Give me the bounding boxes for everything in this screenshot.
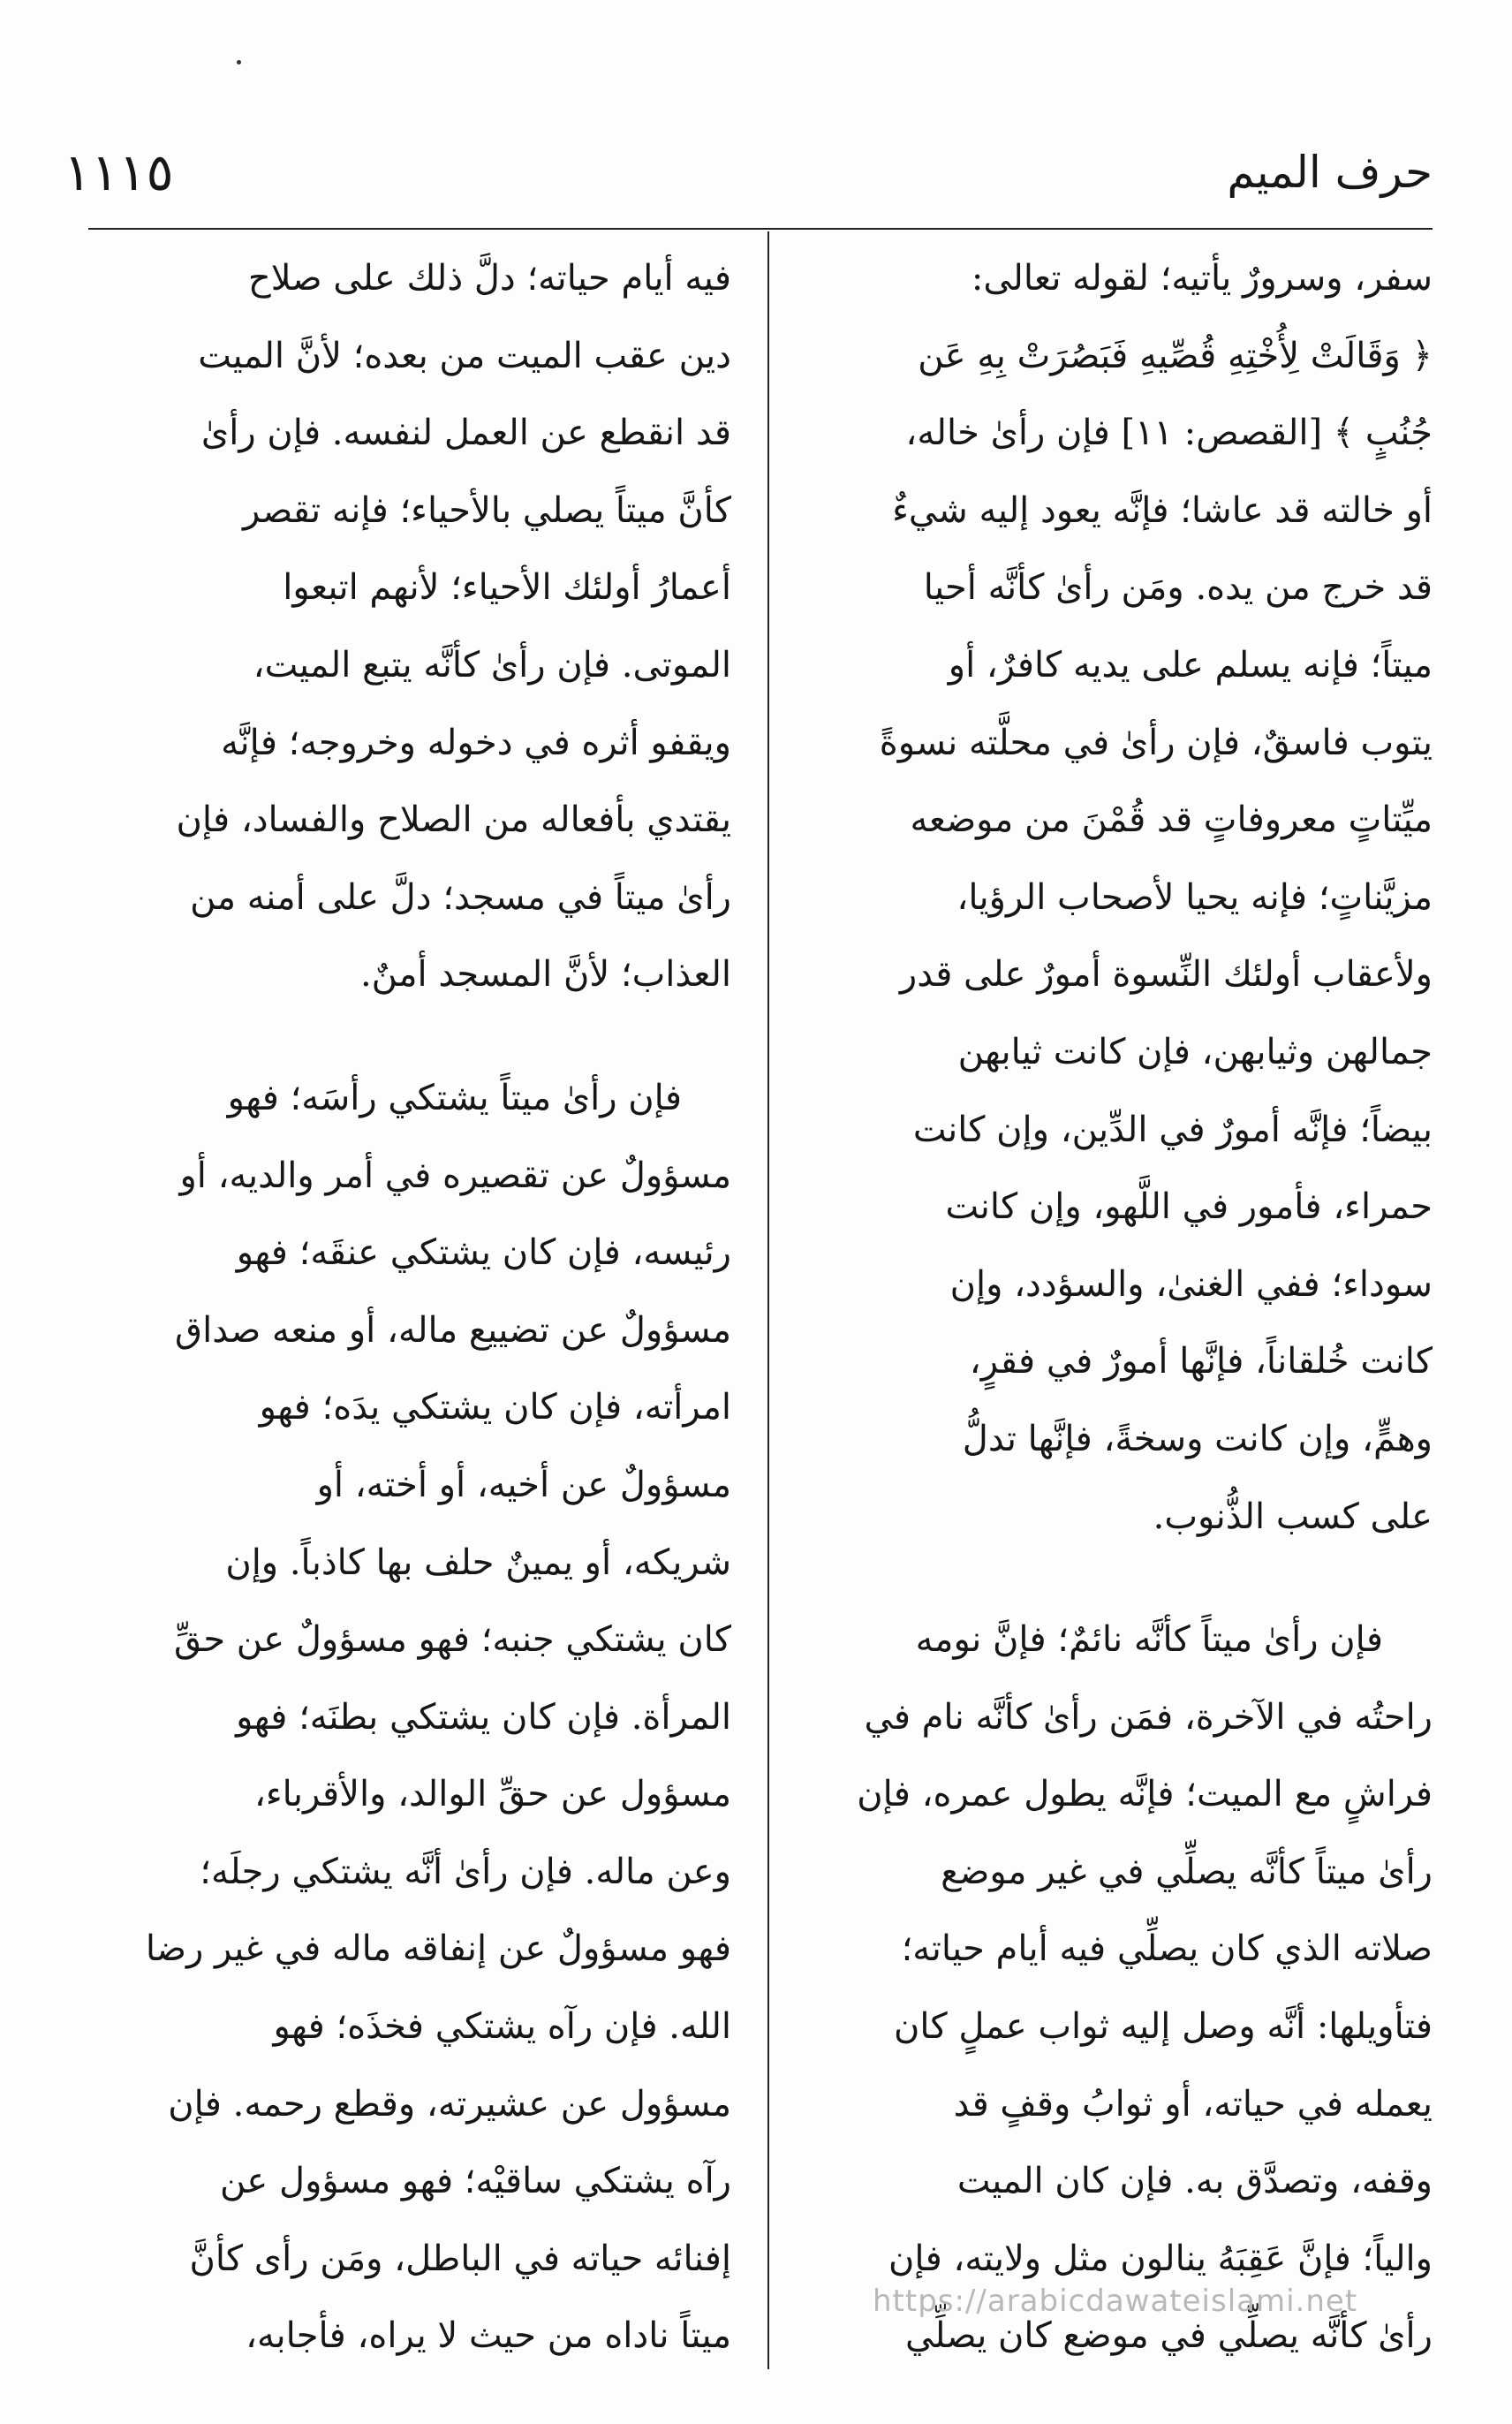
paragraph-gap [88,1014,731,1060]
text-line: يتوب فاسقٌ، فإن رأىٰ في محلَّته نسوةً [879,722,1433,763]
text-line: مسؤولٌ عن أخيه، أو أخته، أو [316,1464,731,1505]
text-line: بيضاً؛ فإنَّه أمورٌ في الدِّين، وإن كانت [912,1109,1433,1150]
text-line: رئيسه، فإن كان يشتكي عنقَه؛ فهو [236,1232,731,1274]
text-line: أعمارُ أولئك الأحياء؛ لأنهم اتبعوا [283,567,731,609]
text-line: على كسب الذُّنوب. [1153,1496,1433,1537]
header-rule [88,228,1433,230]
text-line: ميتاً؛ فإنه يسلم على يديه كافرٌ، أو [948,644,1433,686]
text-line: جمالهن وثيابهن، فإن كانت ثيابهن [957,1031,1433,1072]
text-line: ويقفو أثره في دخوله وخروجه؛ فإنَّه [221,722,731,763]
right-column [790,240,1433,2375]
text-line: راحتُه في الآخرة، فمَن رأىٰ كأنَّه نام في [864,1696,1433,1738]
text-line: دين عقب الميت من بعده؛ لأنَّ الميت [198,335,731,376]
text-line: فيه أيام حياته؛ دلَّ ذلك على صلاح [247,258,731,299]
text-line: شريكه، أو يمينٌ حلف بها كاذباً. وإن [225,1542,731,1583]
text-line: فإن رأىٰ ميتاً كأنَّه نائمٌ؛ فإنَّ نومه [915,1619,1383,1661]
paragraph [790,240,1433,1556]
text-line: وقفه، وتصدَّق به. فإن كان الميت [956,2161,1433,2202]
text-line: قد انقطع عن العمل لنفسه. فإن رأىٰ [200,413,731,454]
text-line: جُنُبٍ ﴾ [القصص: ١١] فإن رأىٰ خاله، [905,413,1433,454]
text-line: سفر، وسرورٌ يأتيه؛ لقوله تعالى: [971,258,1433,299]
watermark-url: https://arabicdawateislami.net [873,2284,1358,2319]
text-line: وهمٍّ، وإن كانت وسخةً، فإنَّها تدلُّ [962,1418,1433,1459]
text-line: فهو مسؤولٌ عن إنفاقه ماله في غير رضا [145,1928,731,1970]
text-line: حمراء، فأمور في اللَّهو، وإن كانت [945,1186,1433,1228]
text-line: قد خرج من يده. ومَن رأىٰ كأنَّه أحيا [923,567,1433,609]
text-line: رأىٰ كأنَّه يصلِّي في موضع كان يصلِّي [904,2315,1433,2357]
page-number: ١١١٥ [64,142,174,202]
running-header-title: حرف الميم [1227,147,1433,198]
paragraph [88,1060,731,2375]
text-line: الله. فإن رآه يشتكي فخذَه؛ فهو [273,2006,731,2048]
scan-speck [237,60,241,64]
text-line: مسؤولٌ عن تضييع ماله، أو منعه صداق [175,1309,731,1351]
text-line: رأىٰ ميتاً في مسجد؛ دلَّ على أمنه من [190,876,731,918]
text-line: صلاته الذي كان يصلِّي فيه أيام حياته؛ [901,1928,1433,1970]
column-divider [767,231,769,2369]
text-line: رآه يشتكي ساقيْه؛ فهو مسؤول عن [219,2161,731,2202]
text-line: ﴿ وَقَالَتْ لِأُخْتِهِ قُصِّيهِ فَبَصُرَتْ بِهِ عَن [918,335,1433,376]
text-line: وعن ماله. فإن رأىٰ أنَّه يشتكي رجلَه؛ [200,1851,731,1892]
text-line: والياً؛ فإنَّ عَقِبَهُ ينالون مثل ولايته، فإن [888,2238,1433,2279]
text-line: امرأته، فإن كان يشتكي يدَه؛ فهو [259,1387,731,1428]
text-line: العذاب؛ لأنَّ المسجد أمنٌ. [359,954,731,996]
text-line: مزيَّناتٍ؛ فإنه يحيا لأصحاب الرؤيا، [956,876,1433,918]
text-line: فتأويلها: أنَّه وصل إليه ثواب عملٍ كان [894,2006,1433,2048]
text-line: كان يشتكي جنبه؛ فهو مسؤولٌ عن حقِّ [173,1619,731,1661]
text-line: أو خالته قد عاشا؛ فإنَّه يعود إليه شيءٌ [892,489,1433,531]
left-column [88,240,731,2375]
paragraph [790,1602,1433,2375]
text-line: يقتدي بأفعاله من الصلاح والفساد، فإن [176,799,731,841]
text-line: كانت خُلقاناً، فإنَّها أمورٌ في فقرٍ، [969,1341,1433,1382]
text-line: ميتاً ناداه من حيث لا يراه، فأجابه، [246,2315,731,2357]
text-line: فإن رأىٰ ميتاً يشتكي رأسَه؛ فهو [227,1077,682,1118]
paragraph-gap [790,1556,1433,1602]
text-line: مسؤول عن حقِّ الوالد، والأقرباء، [253,1774,731,1815]
paragraph [88,240,731,1014]
text-line: سوداء؛ ففي الغنىٰ، والسؤدد، وإن [949,1263,1433,1305]
text-line: يعمله في حياته، أو ثوابُ وقفٍ قد [953,2083,1433,2125]
text-line: رأىٰ ميتاً كأنَّه يصلِّي في غير موضع [941,1851,1433,1892]
text-line: كأنَّ ميتاً يصلي بالأحياء؛ فإنه تقصر [243,489,731,531]
text-line: فراشٍ مع الميت؛ فإنَّه يطول عمره، فإن [857,1774,1433,1815]
text-line: الموتى. فإن رأىٰ كأنَّه يتبع الميت، [253,644,731,686]
text-line: ميِّتاتٍ معروفاتٍ قد قُمْنَ من موضعه [910,799,1433,841]
text-line: إفنائه حياته في الباطل، ومَن رأى كأنَّ [189,2238,731,2279]
text-line: مسؤول عن عشيرته، وقطع رحمه. فإن [168,2083,731,2125]
text-line: ولأعقاب أولئك النِّسوة أمورٌ على قدر [899,954,1433,996]
text-line: المرأة. فإن كان يشتكي بطنَه؛ فهو [236,1696,731,1738]
text-line: مسؤولٌ عن تقصيره في أمر والديه، أو [179,1155,731,1196]
